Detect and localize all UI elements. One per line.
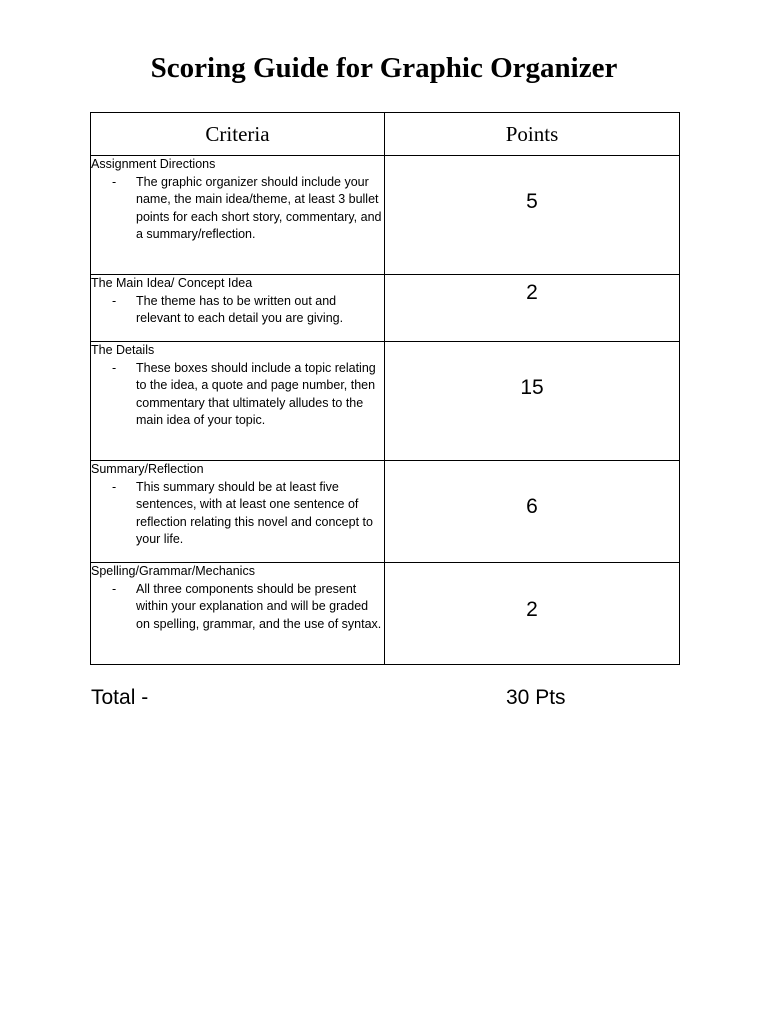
total-value: 30 Pts [506, 686, 566, 709]
table-row [91, 461, 680, 563]
points-value: 5 [526, 190, 538, 213]
criteria-cell [91, 275, 385, 342]
criterion-bullet-text: The theme has to be written out and relevant to each detail you are giving. [136, 293, 344, 326]
points-cell [385, 156, 680, 275]
criterion-title: Assignment Directions [91, 157, 216, 171]
points-value: 15 [520, 376, 544, 399]
criteria-cell [91, 461, 385, 563]
criterion-bullets [91, 581, 384, 634]
criterion-title: Spelling/Grammar/Mechanics [91, 564, 255, 578]
points-value: 2 [526, 281, 538, 304]
criterion-title: The Details [91, 343, 155, 357]
points-cell [385, 563, 680, 665]
points-cell [385, 461, 680, 563]
criterion-bullet-text: These boxes should include a topic relating to the idea, a quote and page number, then commentary that ultimately alludes to the main idea of your topic. [136, 360, 376, 428]
criterion-bullet: - The theme has to be written out and relevant to each detail you are giving. [112, 293, 344, 326]
table-header-row [91, 113, 680, 156]
table-row [91, 563, 680, 665]
criterion-bullet-text: All three components should be present within your explanation and will be graded on spelling, grammar, and the use of syntax. [136, 581, 382, 631]
criterion-bullets [91, 360, 384, 430]
criterion-bullet: - These boxes should include a topic relating to the idea, a quote and page number, then commentary that ultimately alludes to the main idea of your topic. [112, 360, 376, 428]
criterion-bullet: - This summary should be at least five sentences, with at least one sentence of reflection relating this novel and concept to your life. [112, 479, 373, 547]
criterion-title: The Main Idea/ Concept Idea [91, 276, 253, 290]
table-row [91, 342, 680, 461]
criteria-cell [91, 563, 385, 665]
points-header: Points [385, 113, 680, 156]
criterion-bullets [91, 174, 384, 244]
criterion-bullets [91, 479, 384, 549]
criterion-title: Summary/Reflection [91, 462, 204, 476]
criterion-bullet: - All three components should be present within your explanation and will be graded on spelling, grammar, and the use of syntax. [112, 581, 382, 631]
table-row [91, 156, 680, 275]
points-cell [385, 342, 680, 461]
total-label: Total - [91, 686, 149, 709]
criteria-cell [91, 156, 385, 275]
criteria-header: Criteria [91, 113, 385, 156]
points-value: 6 [526, 495, 538, 518]
points-value: 2 [526, 598, 538, 621]
criterion-bullet: - The graphic organizer should include your name, the main idea/theme, at least 3 bullet points for each short story, commentary, and a summary/reflection. [112, 174, 382, 242]
criterion-bullet-text: This summary should be at least five sentences, with at least one sentence of reflection relating this novel and concept to your life. [136, 479, 373, 547]
scoring-table [90, 112, 680, 665]
criterion-bullet-text: The graphic organizer should include your name, the main idea/theme, at least 3 bullet points for each short story, commentary, and a summary/reflection. [136, 174, 382, 242]
points-cell [385, 275, 680, 342]
table-row [91, 275, 680, 342]
criteria-cell [91, 342, 385, 461]
criterion-bullets [91, 293, 384, 328]
page-title: Scoring Guide for Graphic Organizer [150, 52, 618, 84]
